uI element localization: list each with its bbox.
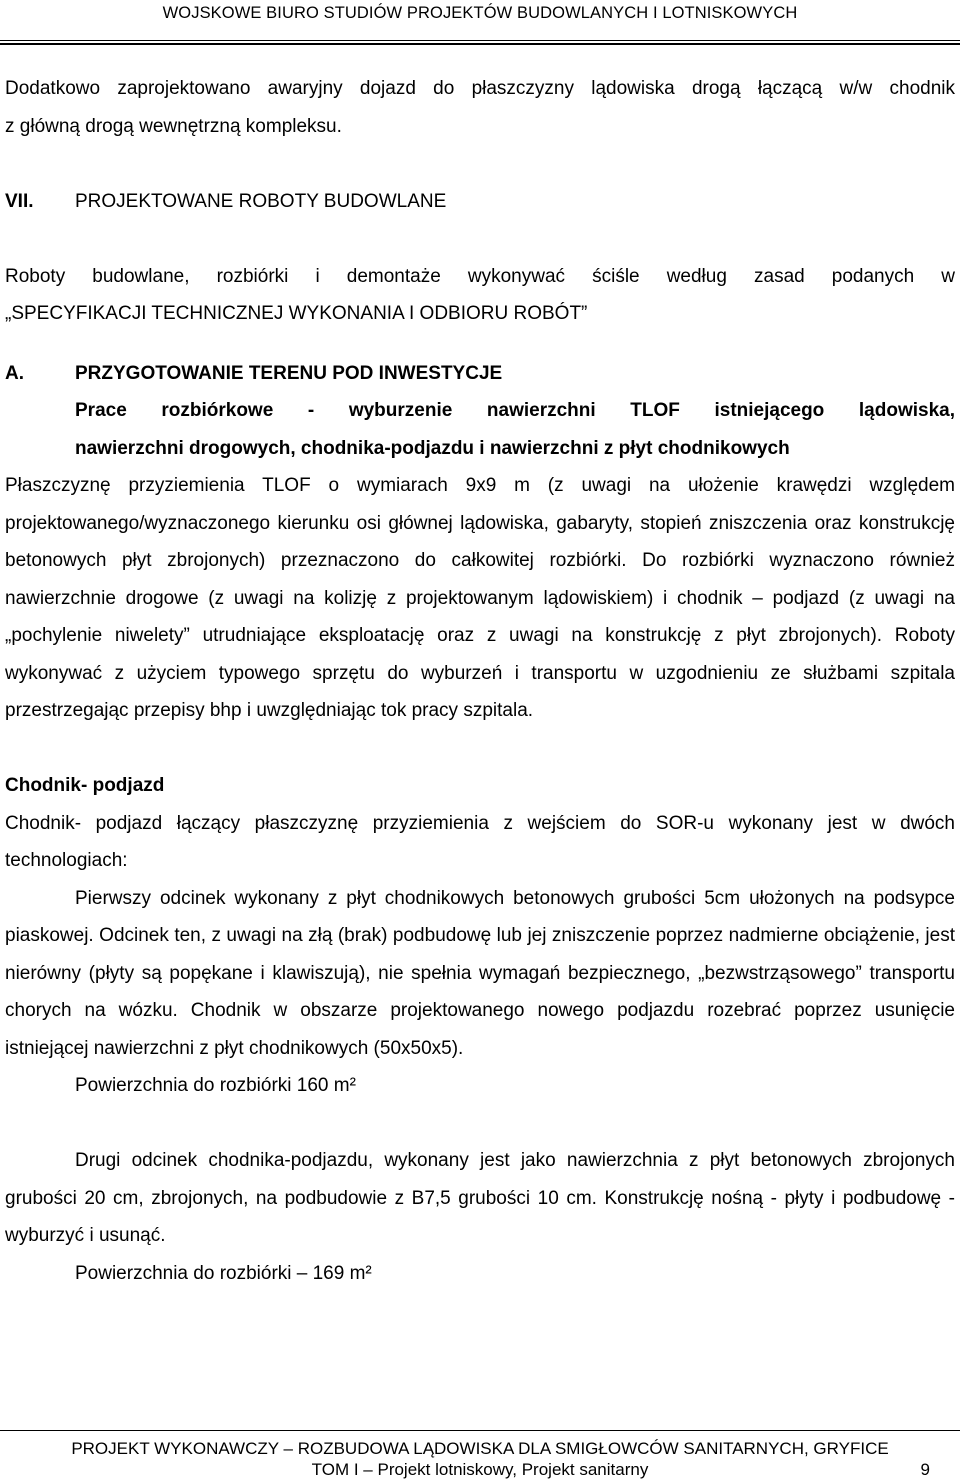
- demolition-area-1: Powierzchnia do rozbiórki 160 m²: [75, 1075, 356, 1096]
- section-paragraph-line-1: Roboty budowlane, rozbiórki i demontaże wykonywać ściśle według zasad podanych w: [5, 265, 955, 287]
- chodnik-paragraph: Chodnik- podjazd łączący płaszczyznę przyziemienia z wejściem do SOR-u wykonany jest w dwóch technologiach:: [5, 812, 955, 871]
- spacer: [5, 145, 955, 183]
- document-body: [5, 70, 955, 1292]
- subsection-bold-intro: [5, 392, 955, 467]
- subsection-title: PRZYGOTOWANIE TERENU POD INWESTYCJE: [75, 362, 503, 384]
- page-footer: [0, 1430, 960, 1481]
- tlof-paragraph: Płaszczyznę przyziemienia TLOF o wymiarach 9x9 m (z uwagi na ułożenie krawędzi względem projektowanego/wyznaczonego kierunku osi głównej lądowiska, gabaryty, stopień zniszczenia oraz konstrukcję betonowych płyt zbrojonych) przeznaczono do całkowitej rozbiórki. Do rozbiórki wyznaczono również nawierzchnie drogowe (z uwagi na kolizję z projektowanym lądowiskiem) i chodnik – podjazd (z uwagi na „pochylenie niwelety” utrudniające eksploatację oraz z uwagi na konstrukcję z płyt zbrojonych). Roboty wykonywać z użyciem typowego sprzętu do wyburzeń i transportu w uzgodnieniu ze służbami szpitala przestrzegając przepisy bhp i uwzględniając tok pracy szpitala.: [5, 475, 955, 721]
- section-paragraph-line-2: „SPECYFIKACJI TECHNICZNEJ WYKONANIA I ODBIORU ROBÓT”: [5, 303, 588, 324]
- subsection-letter: A.: [5, 362, 24, 384]
- spacer: [5, 333, 955, 355]
- spacer: [5, 220, 955, 258]
- footer-divider: [0, 1430, 960, 1431]
- subsection-bold-line-1: Prace rozbiórkowe - wyburzenie nawierzchni TLOF istniejącego lądowiska,: [75, 400, 955, 421]
- demolition-area-2: Powierzchnia do rozbiórki – 169 m²: [75, 1262, 372, 1284]
- chodnik-heading: Chodnik- podjazd: [5, 775, 165, 796]
- section-title: PROJEKTOWANE ROBOTY BUDOWLANE: [75, 190, 447, 212]
- section-heading: [5, 183, 955, 221]
- footer-volume-line: [0, 1459, 960, 1481]
- footer-volume-title: TOM I – Projekt lotniskowy, Projekt sanitarny: [311, 1460, 649, 1479]
- header-title: WOJSKOWE BIURO STUDIÓW PROJEKTÓW BUDOWLANYCH I LOTNISKOWYCH: [162, 4, 798, 22]
- footer-project-title: PROJEKT WYKONAWCZY – ROZBUDOWA LĄDOWISKA DLA SMIGŁOWCÓW SANITARNYCH, GRYFICE: [71, 1439, 889, 1458]
- intro-line-2: z główną drogą wewnętrzną kompleksu.: [5, 115, 342, 137]
- spacer: [5, 1105, 955, 1143]
- spacer: [5, 730, 955, 768]
- section-number: VII.: [5, 190, 34, 212]
- intro-line-1: Dodatkowo zaprojektowano awaryjny dojazd do płaszczyzny lądowiska drogą łączącą w/w chodnik: [5, 78, 955, 99]
- first-segment-paragraph: Pierwszy odcinek wykonany z płyt chodnikowych betonowych grubości 5cm ułożonych na podsypce piaskowej. Odcinek ten, z uwagi na złą (brak) podbudowę lub jej zniszczenie poprzez nadmierne obciążenie, jest nierówny (płyty są popękane i klawiszują), nie spełnia wymagań bezpiecznego, „bezwstrząsowego” transportu chorych na wózku. Chodnik w obszarze projektowanego nowego podjazdu rozebrać poprzez usunięcie istniejącej nawierzchni z płyt chodnikowych (50x50x5).: [5, 887, 955, 1059]
- page-number: 9: [920, 1460, 930, 1479]
- header-divider: [0, 40, 960, 41]
- second-segment-paragraph: Drugi odcinek chodnika-podjazdu, wykonany jest jako nawierzchnia z płyt betonowych zbrojonych grubości 20 cm, zbrojonych, na podbudowie z B7,5 grubości 10 cm. Konstrukcję nośną - płyty i podbudowę - wyburzyć i usunąć.: [5, 1150, 955, 1246]
- subsection-heading: [5, 355, 955, 393]
- header-divider-thick: [0, 43, 960, 45]
- subsection-bold-line-2: nawierzchni drogowych, chodnika-podjazdu i nawierzchni z płyt chodnikowych: [75, 437, 790, 459]
- page-header: [0, 0, 960, 42]
